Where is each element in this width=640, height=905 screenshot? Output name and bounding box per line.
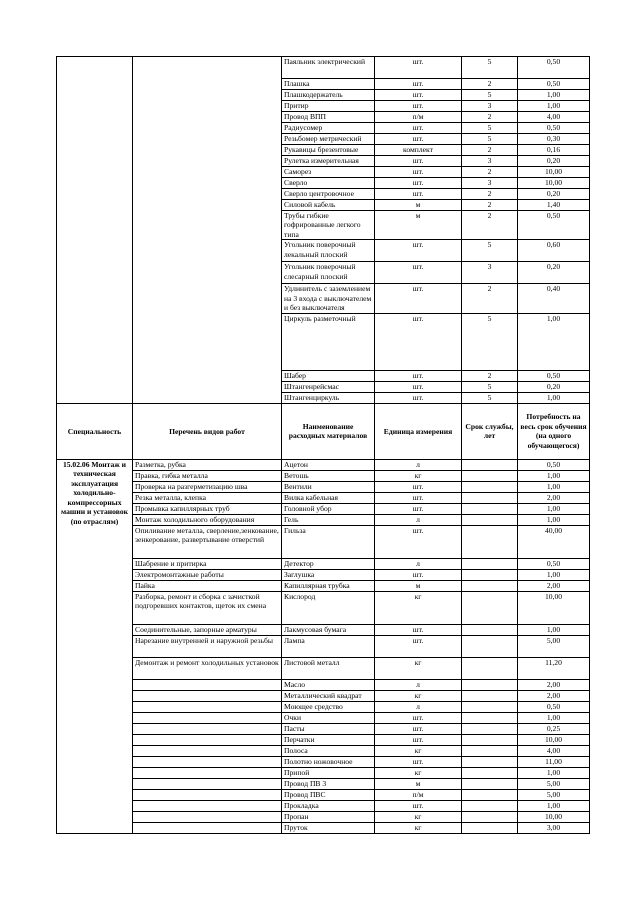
material-name: Заглушка xyxy=(282,569,375,580)
header-works: Перечень видов работ xyxy=(133,403,282,459)
term-cell-empty xyxy=(462,679,518,690)
need-cell: 10,00 xyxy=(518,178,590,189)
need-cell: 0,60 xyxy=(518,240,590,262)
need-cell: 3,00 xyxy=(518,822,590,833)
unit-cell: шт. xyxy=(375,123,462,134)
term-cell: 5 xyxy=(462,240,518,262)
unit-cell: кг xyxy=(375,745,462,756)
unit-cell: кг xyxy=(375,591,462,624)
need-cell: 1,00 xyxy=(518,470,590,481)
term-cell: 2 xyxy=(462,284,518,313)
term-cell: 5 xyxy=(462,313,518,370)
need-cell: 2,00 xyxy=(518,690,590,701)
table-row xyxy=(57,580,590,591)
term-cell-empty xyxy=(462,657,518,679)
term-cell: 2 xyxy=(462,189,518,200)
table-row xyxy=(57,459,590,470)
material-name: Угольник поверочный лекальный плоский xyxy=(282,240,375,262)
need-cell: 0,50 xyxy=(518,370,590,381)
unit-cell: л xyxy=(375,679,462,690)
term-cell-empty xyxy=(462,789,518,800)
material-name: Шабер xyxy=(282,370,375,381)
table-row xyxy=(57,690,590,701)
term-cell-empty xyxy=(462,690,518,701)
unit-cell: шт. xyxy=(375,57,462,79)
unit-cell: м xyxy=(375,200,462,211)
table-row xyxy=(57,811,590,822)
material-name: Сверло центровочное xyxy=(282,189,375,200)
table-row xyxy=(57,756,590,767)
material-name: Трубы гибкие гофрированные легкого типа xyxy=(282,211,375,240)
need-cell: 1,00 xyxy=(518,481,590,492)
work-type-cell: Пайка xyxy=(133,580,282,591)
unit-cell: шт. xyxy=(375,90,462,101)
need-cell: 5,00 xyxy=(518,789,590,800)
need-cell: 2,00 xyxy=(518,492,590,503)
term-cell: 5 xyxy=(462,381,518,392)
table-row xyxy=(57,591,590,624)
term-cell: 2 xyxy=(462,200,518,211)
need-cell: 1,00 xyxy=(518,712,590,723)
need-cell: 0,50 xyxy=(518,211,590,240)
material-name: Рулетка измерительная xyxy=(282,156,375,167)
term-cell-empty xyxy=(462,580,518,591)
need-cell: 0,40 xyxy=(518,284,590,313)
table-row xyxy=(57,822,590,833)
term-cell: 5 xyxy=(462,123,518,134)
need-cell: 0,50 xyxy=(518,459,590,470)
specialty-cell-empty xyxy=(57,57,133,404)
work-type-cell: Резка металла, клепка xyxy=(133,492,282,503)
table-row xyxy=(57,624,590,635)
material-name: Прокладка xyxy=(282,800,375,811)
material-name: Вилка кабельная xyxy=(282,492,375,503)
need-cell: 0,20 xyxy=(518,262,590,284)
unit-cell: кг xyxy=(375,811,462,822)
need-cell: 1,00 xyxy=(518,624,590,635)
work-type-cell: Монтаж холодильного оборудования xyxy=(133,514,282,525)
unit-cell: кг xyxy=(375,822,462,833)
work-type-cell xyxy=(133,756,282,767)
unit-cell: шт. xyxy=(375,156,462,167)
table-row xyxy=(57,481,590,492)
material-name: Провод ВПП xyxy=(282,112,375,123)
material-name: Пропан xyxy=(282,811,375,822)
material-name: Вентили xyxy=(282,481,375,492)
term-cell: 2 xyxy=(462,167,518,178)
unit-cell: шт. xyxy=(375,481,462,492)
need-cell: 1,00 xyxy=(518,503,590,514)
unit-cell: шт. xyxy=(375,284,462,313)
material-name: Моющее средство xyxy=(282,701,375,712)
material-name: Металлический квадрат xyxy=(282,690,375,701)
term-cell-empty xyxy=(462,822,518,833)
unit-cell: м xyxy=(375,211,462,240)
material-name: Рукавицы брезентовые xyxy=(282,145,375,156)
term-cell-empty xyxy=(462,767,518,778)
table-row xyxy=(57,558,590,569)
need-cell: 5,00 xyxy=(518,778,590,789)
need-cell: 0,30 xyxy=(518,134,590,145)
need-cell: 40,00 xyxy=(518,525,590,558)
unit-cell: м xyxy=(375,778,462,789)
material-name: Ветошь xyxy=(282,470,375,481)
unit-cell: шт. xyxy=(375,178,462,189)
work-type-cell: Соединительные, запорные арматуры xyxy=(133,624,282,635)
table-row xyxy=(57,745,590,756)
material-name: Паяльник электрический xyxy=(282,57,375,79)
unit-cell: шт. xyxy=(375,712,462,723)
table-row xyxy=(57,635,590,657)
specialty-cell: 15.02.06 Монтаж и техническая эксплуатация холодильно-компрессорных машин и установок (по отраслям) xyxy=(57,459,133,833)
work-type-cell xyxy=(133,723,282,734)
term-cell-empty xyxy=(462,459,518,470)
work-type-cell xyxy=(133,800,282,811)
table-row xyxy=(57,734,590,745)
need-cell: 5,00 xyxy=(518,635,590,657)
term-cell: 2 xyxy=(462,145,518,156)
unit-cell: шт. xyxy=(375,381,462,392)
unit-cell: шт. xyxy=(375,370,462,381)
need-cell: 2,00 xyxy=(518,580,590,591)
need-cell: 1,00 xyxy=(518,767,590,778)
need-cell: 1,00 xyxy=(518,800,590,811)
work-type-cell: Проверка на разгерметизацию шва xyxy=(133,481,282,492)
term-cell-empty xyxy=(462,701,518,712)
term-cell-empty xyxy=(462,712,518,723)
unit-cell: шт. xyxy=(375,800,462,811)
work-type-cell xyxy=(133,679,282,690)
term-cell: 2 xyxy=(462,211,518,240)
term-cell: 5 xyxy=(462,134,518,145)
need-cell: 1,00 xyxy=(518,101,590,112)
work-type-cell xyxy=(133,690,282,701)
unit-cell: л xyxy=(375,514,462,525)
term-cell-empty xyxy=(462,558,518,569)
work-type-cell xyxy=(133,734,282,745)
material-name: Сверло xyxy=(282,178,375,189)
unit-cell: м xyxy=(375,580,462,591)
material-name: Капиллярная трубка xyxy=(282,580,375,591)
table-row xyxy=(57,569,590,580)
header-term: Срок службы, лет xyxy=(462,403,518,459)
material-name: Притир xyxy=(282,101,375,112)
table-row xyxy=(57,723,590,734)
term-cell-empty xyxy=(462,723,518,734)
unit-cell: л xyxy=(375,701,462,712)
need-cell: 0,20 xyxy=(518,381,590,392)
table-row xyxy=(57,767,590,778)
need-cell: 0,50 xyxy=(518,57,590,79)
unit-cell: комплект xyxy=(375,145,462,156)
need-cell: 4,00 xyxy=(518,112,590,123)
need-cell: 1,00 xyxy=(518,313,590,370)
need-cell: 1,00 xyxy=(518,90,590,101)
material-name: Очки xyxy=(282,712,375,723)
material-name: Штангенциркуль xyxy=(282,392,375,403)
unit-cell: кг xyxy=(375,657,462,679)
unit-cell: шт. xyxy=(375,756,462,767)
need-cell: 0,25 xyxy=(518,723,590,734)
term-cell-empty xyxy=(462,591,518,624)
materials-table xyxy=(56,56,590,834)
header-specialty: Специальность xyxy=(57,403,133,459)
term-cell-empty xyxy=(462,514,518,525)
term-cell-empty xyxy=(462,503,518,514)
header-row xyxy=(57,403,590,459)
table-row xyxy=(57,503,590,514)
works-cell-empty xyxy=(133,57,282,404)
need-cell: 0,50 xyxy=(518,123,590,134)
unit-cell: шт. xyxy=(375,569,462,580)
material-name: Саморез xyxy=(282,167,375,178)
work-type-cell xyxy=(133,712,282,723)
material-name: Радиусомер xyxy=(282,123,375,134)
need-cell: 4,00 xyxy=(518,745,590,756)
unit-cell: п/м xyxy=(375,789,462,800)
material-name: Штангенрейсмас xyxy=(282,381,375,392)
table-row xyxy=(57,712,590,723)
unit-cell: шт. xyxy=(375,392,462,403)
material-name: Удлинитель с заземлением на 3 входа с выключателем и без выключателя xyxy=(282,284,375,313)
material-name: Плашка xyxy=(282,79,375,90)
term-cell: 5 xyxy=(462,392,518,403)
material-name: Кислород xyxy=(282,591,375,624)
material-name: Припой xyxy=(282,767,375,778)
unit-cell: шт. xyxy=(375,624,462,635)
work-type-cell: Электромонтажные работы xyxy=(133,569,282,580)
term-cell-empty xyxy=(462,635,518,657)
term-cell: 2 xyxy=(462,370,518,381)
material-name: Полоса xyxy=(282,745,375,756)
table-row xyxy=(57,679,590,690)
table-row xyxy=(57,525,590,558)
table-row xyxy=(57,470,590,481)
work-type-cell: Демонтаж и ремонт холодильных установок xyxy=(133,657,282,679)
unit-cell: шт. xyxy=(375,525,462,558)
term-cell-empty xyxy=(462,800,518,811)
work-type-cell: Разметка, рубка xyxy=(133,459,282,470)
term-cell-empty xyxy=(462,492,518,503)
header-materials: Наименование расходных материалов xyxy=(282,403,375,459)
unit-cell: кг xyxy=(375,767,462,778)
term-cell-empty xyxy=(462,734,518,745)
unit-cell: л xyxy=(375,558,462,569)
header-unit: Единица измерения xyxy=(375,403,462,459)
table-row xyxy=(57,492,590,503)
material-name: Угольник поверочный слесарный плоский xyxy=(282,262,375,284)
material-name: Пруток xyxy=(282,822,375,833)
table-row xyxy=(57,778,590,789)
term-cell-empty xyxy=(462,481,518,492)
material-name: Лампа xyxy=(282,635,375,657)
need-cell: 10,00 xyxy=(518,167,590,178)
material-name: Гильза xyxy=(282,525,375,558)
need-cell: 1,00 xyxy=(518,514,590,525)
material-name: Резьбомер метрический xyxy=(282,134,375,145)
table-row xyxy=(57,701,590,712)
need-cell: 11,00 xyxy=(518,756,590,767)
unit-cell: шт. xyxy=(375,503,462,514)
material-name: Гель xyxy=(282,514,375,525)
need-cell: 0,50 xyxy=(518,558,590,569)
need-cell: 10,00 xyxy=(518,811,590,822)
unit-cell: п/м xyxy=(375,112,462,123)
term-cell-empty xyxy=(462,745,518,756)
material-name: Лакмусовая бумага xyxy=(282,624,375,635)
unit-cell: шт. xyxy=(375,189,462,200)
term-cell-empty xyxy=(462,624,518,635)
work-type-cell: Нарезание внутренней и наружной резьбы xyxy=(133,635,282,657)
need-cell: 1,00 xyxy=(518,392,590,403)
table-row xyxy=(57,789,590,800)
material-name: Ацетон xyxy=(282,459,375,470)
table-row xyxy=(57,657,590,679)
table-row xyxy=(57,514,590,525)
unit-cell: кг xyxy=(375,470,462,481)
work-type-cell xyxy=(133,789,282,800)
unit-cell: шт. xyxy=(375,723,462,734)
term-cell: 3 xyxy=(462,262,518,284)
unit-cell: шт. xyxy=(375,79,462,90)
work-type-cell xyxy=(133,811,282,822)
need-cell: 1,00 xyxy=(518,569,590,580)
material-name: Головной убор xyxy=(282,503,375,514)
need-cell: 0,20 xyxy=(518,156,590,167)
unit-cell: шт. xyxy=(375,313,462,370)
unit-cell: л xyxy=(375,459,462,470)
table-row xyxy=(57,57,590,79)
need-cell: 1,40 xyxy=(518,200,590,211)
unit-cell: шт. xyxy=(375,240,462,262)
unit-cell: шт. xyxy=(375,635,462,657)
term-cell: 3 xyxy=(462,156,518,167)
unit-cell: кг xyxy=(375,690,462,701)
work-type-cell: Промывка капиллярных труб xyxy=(133,503,282,514)
term-cell-empty xyxy=(462,756,518,767)
material-name: Циркуль разметочный xyxy=(282,313,375,370)
need-cell: 0,50 xyxy=(518,79,590,90)
need-cell: 0,16 xyxy=(518,145,590,156)
work-type-cell: Шабрение и притирка xyxy=(133,558,282,569)
term-cell: 3 xyxy=(462,178,518,189)
term-cell-empty xyxy=(462,811,518,822)
unit-cell: шт. xyxy=(375,492,462,503)
work-type-cell xyxy=(133,767,282,778)
term-cell: 5 xyxy=(462,57,518,79)
work-type-cell xyxy=(133,822,282,833)
work-type-cell xyxy=(133,701,282,712)
need-cell: 11,20 xyxy=(518,657,590,679)
work-type-cell xyxy=(133,745,282,756)
material-name: Масло xyxy=(282,679,375,690)
table-row xyxy=(57,800,590,811)
need-cell: 2,00 xyxy=(518,679,590,690)
work-type-cell: Разборка, ремонт и сборка с зачисткой подгоревших контактов, щеток их смена xyxy=(133,591,282,624)
work-type-cell: Опиливание металла, сверление,зенкование, зенкерование, развертывание отверстий xyxy=(133,525,282,558)
material-name: Листовой металл xyxy=(282,657,375,679)
term-cell: 2 xyxy=(462,112,518,123)
material-name: Плашкодержатель xyxy=(282,90,375,101)
term-cell-empty xyxy=(462,470,518,481)
term-cell: 2 xyxy=(462,79,518,90)
need-cell: 10,00 xyxy=(518,591,590,624)
work-type-cell: Правка, гибка металла xyxy=(133,470,282,481)
material-name: Провод ПВ 3 xyxy=(282,778,375,789)
need-cell: 0,50 xyxy=(518,701,590,712)
material-name: Силовой кабель xyxy=(282,200,375,211)
need-cell: 10,00 xyxy=(518,734,590,745)
unit-cell: шт. xyxy=(375,101,462,112)
material-name: Детектор xyxy=(282,558,375,569)
unit-cell: шт. xyxy=(375,134,462,145)
unit-cell: шт. xyxy=(375,167,462,178)
term-cell-empty xyxy=(462,569,518,580)
unit-cell: шт. xyxy=(375,734,462,745)
term-cell: 3 xyxy=(462,101,518,112)
material-name: Пасты xyxy=(282,723,375,734)
work-type-cell xyxy=(133,778,282,789)
material-name: Полотно ножовочное xyxy=(282,756,375,767)
term-cell-empty xyxy=(462,525,518,558)
material-name: Перчатки xyxy=(282,734,375,745)
unit-cell: шт. xyxy=(375,262,462,284)
header-need: Потребность на весь срок обучения (на одного обучающегося) xyxy=(518,403,590,459)
need-cell: 0,20 xyxy=(518,189,590,200)
term-cell-empty xyxy=(462,778,518,789)
material-name: Провод ПВС xyxy=(282,789,375,800)
term-cell: 5 xyxy=(462,90,518,101)
